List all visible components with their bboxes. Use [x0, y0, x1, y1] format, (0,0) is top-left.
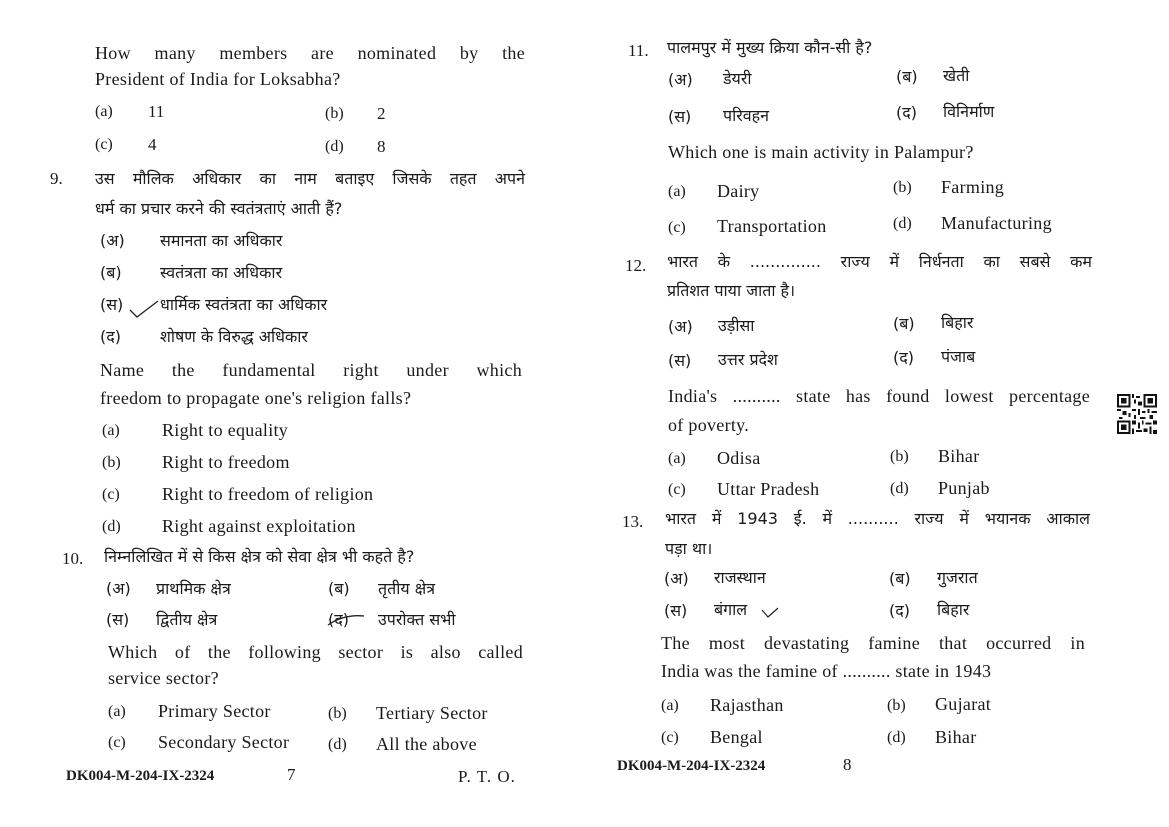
q13-hindi-option-a: राजस्थान: [714, 568, 766, 587]
q10-hindi-option-c-mark: (स): [106, 610, 130, 629]
q9-option-b: Right to freedom: [162, 452, 290, 472]
q13-option-b-mark: (b): [887, 697, 906, 714]
q12-hindi-option-a: उड़ीसा: [718, 316, 755, 335]
q8-english-line1: How many members are nominated by the: [95, 43, 525, 63]
right-page: [585, 0, 1169, 827]
q9-hindi-option-b-mark: (ब): [100, 263, 122, 282]
q9-option-b-mark: (b): [102, 454, 121, 471]
q9-hindi-option-d: शोषण के विरुद्ध अधिकार: [160, 327, 308, 346]
q13-hindi-line2: पड़ा था।: [665, 539, 713, 558]
q10-option-b: Tertiary Sector: [376, 703, 488, 723]
q13-hindi-option-d-mark: (द): [889, 601, 910, 620]
q13-english-line1: The most devastating famine that occurred in: [661, 633, 1085, 653]
q11-hindi-option-c: परिवहन: [723, 106, 770, 125]
q13-option-a-mark: (a): [661, 697, 679, 714]
q9-hindi-option-b: स्वतंत्रता का अधिकार: [160, 263, 283, 282]
q10-option-b-mark: (b): [328, 705, 347, 722]
q8-option-a: 11: [148, 102, 165, 121]
q12-hindi-option-d-mark: (द): [893, 348, 914, 367]
q10-hindi-option-b-mark: (ब): [328, 579, 350, 598]
q9-hindi-option-c-mark: (स): [100, 295, 124, 314]
q10-english-line1: Which of the following sector is also called: [108, 642, 523, 662]
q8-option-d-mark: (d): [325, 138, 344, 155]
q9-english-line2: freedom to propagate one's religion falls?: [100, 388, 412, 408]
q9-hindi-option-a: समानता का अधिकार: [160, 231, 283, 250]
q10-number: 10.: [62, 549, 84, 568]
q12-option-c: Uttar Pradesh: [717, 479, 820, 499]
q11-hindi-option-b: खेती: [943, 66, 970, 85]
q10-option-a-mark: (a): [108, 703, 126, 720]
q11-option-c: Transportation: [717, 216, 827, 236]
q13-option-c: Bengal: [710, 727, 763, 747]
q13-option-c-mark: (c): [661, 729, 679, 746]
q9-option-d: Right against exploitation: [162, 516, 356, 536]
q12-hindi-option-a-mark: (अ): [668, 317, 693, 336]
q13-option-a: Rajasthan: [710, 695, 784, 715]
q11-hindi-option-c-mark: (स): [668, 107, 692, 126]
page-number: 8: [843, 755, 852, 774]
q9-number: 9.: [50, 169, 63, 188]
q8-option-b: 2: [377, 104, 386, 123]
q10-hindi-option-d-mark: (द): [328, 610, 349, 629]
q10-english-line2: service sector?: [108, 668, 219, 688]
q13-option-d-mark: (d): [887, 729, 906, 746]
q12-hindi-option-b: बिहार: [941, 313, 974, 332]
q12-english-line2: of poverty.: [668, 415, 750, 435]
q12-option-d: Punjab: [938, 478, 990, 498]
q8-option-a-mark: (a): [95, 103, 113, 120]
q12-hindi-line1: भारत के .............. राज्य में निर्धनता का सबसे कम: [667, 252, 1092, 271]
q12-hindi-line2: प्रतिशत पाया जाता है।: [667, 281, 796, 300]
q11-hindi-option-b-mark: (ब): [896, 67, 918, 86]
q10-hindi-option-c: द्वितीय क्षेत्र: [156, 610, 218, 629]
q9-option-d-mark: (d): [102, 518, 121, 535]
strike-mark-icon: [326, 610, 366, 632]
q11-hindi-option-a-mark: (अ): [668, 70, 693, 89]
q9-hindi-option-c: धार्मिक स्वतंत्रता का अधिकार: [160, 295, 328, 314]
q10-hindi-option-d: उपरोक्त सभी: [378, 610, 456, 629]
q9-option-c-mark: (c): [102, 486, 120, 503]
q9-hindi-option-a-mark: (अ): [100, 231, 125, 250]
q11-option-c-mark: (c): [668, 219, 686, 236]
q11-option-d-mark: (d): [893, 215, 912, 232]
q12-number: 12.: [625, 256, 647, 275]
q9-hindi-option-d-mark: (द): [100, 327, 121, 346]
q9-option-c: Right to freedom of religion: [162, 484, 374, 504]
q9-hindi-line1: उस मौलिक अधिकार का नाम बताइए जिसके तहत अपने: [95, 169, 525, 188]
q11-hindi-option-d: विनिर्माण: [943, 102, 995, 121]
q11-number: 11.: [628, 41, 649, 60]
q10-hindi-line1: निम्नलिखित में से किस क्षेत्र को सेवा क्षेत्र भी कहते है?: [104, 547, 415, 566]
q13-hindi-option-a-mark: (अ): [664, 569, 689, 588]
q12-hindi-option-b-mark: (ब): [893, 314, 915, 333]
q12-option-b-mark: (b): [890, 448, 909, 465]
q8-option-b-mark: (b): [325, 105, 344, 122]
q13-hindi-option-c-mark: (स): [664, 601, 688, 620]
footer-code: DK004-M-204-IX-2324: [66, 768, 215, 784]
q8-english-line2: President of India for Loksabha?: [95, 69, 341, 89]
q13-hindi-option-b: गुजरात: [937, 568, 978, 587]
q11-option-b-mark: (b): [893, 179, 912, 196]
q8-option-c-mark: (c): [95, 136, 113, 153]
q10-option-a: Primary Sector: [158, 701, 271, 721]
q13-number: 13.: [622, 512, 644, 531]
q11-english-line1: Which one is main activity in Palampur?: [668, 142, 974, 162]
q13-hindi-option-c: बंगाल: [714, 600, 748, 619]
q11-option-a-mark: (a): [668, 183, 686, 200]
q12-hindi-option-c-mark: (स): [668, 351, 692, 370]
q13-option-d: Bihar: [935, 727, 977, 747]
q13-option-b: Gujarat: [935, 694, 992, 714]
q10-hindi-option-a-mark: (अ): [106, 579, 131, 598]
q8-option-d: 8: [377, 137, 386, 156]
q13-english-line2: India was the famine of .......... state in 1943: [661, 661, 992, 681]
q13-hindi-line1: भारत में 1943 ई. में .......... राज्य में भयानक आकाल: [665, 509, 1090, 528]
q10-option-d-mark: (d): [328, 736, 347, 753]
q11-option-d: Manufacturing: [941, 213, 1052, 233]
q11-hindi-line1: पालमपुर में मुख्य क्रिया कौन-सी है?: [667, 38, 873, 57]
q11-hindi-option-d-mark: (द): [896, 103, 917, 122]
q11-option-b: Farming: [941, 177, 1005, 197]
q9-option-a-mark: (a): [102, 422, 120, 439]
q12-option-b: Bihar: [938, 446, 980, 466]
q12-option-a: Odisa: [717, 448, 761, 468]
pto-label: P. T. O.: [458, 767, 516, 786]
q12-english-line1: India's .......... state has found lowest percentage: [668, 386, 1090, 406]
q12-hindi-option-c: उत्तर प्रदेश: [718, 350, 778, 369]
qr-code-icon: [1117, 394, 1157, 434]
q11-hindi-option-a: डेयरी: [723, 69, 752, 88]
q12-option-d-mark: (d): [890, 480, 909, 497]
q10-option-c-mark: (c): [108, 734, 126, 751]
footer-code: DK004-M-204-IX-2324: [617, 758, 766, 774]
q11-option-a: Dairy: [717, 181, 760, 201]
tick-mark-icon: [760, 606, 780, 620]
q12-hindi-option-d: पंजाब: [941, 347, 976, 366]
q13-hindi-option-d: बिहार: [937, 600, 970, 619]
q9-option-a: Right to equality: [162, 420, 289, 440]
q9-hindi-line2: धर्म का प्रचार करने की स्वतंत्रताएं आती हैं?: [95, 199, 343, 218]
q12-option-a-mark: (a): [668, 450, 686, 467]
q8-option-c: 4: [148, 135, 157, 154]
tick-mark-icon: [128, 298, 160, 320]
q10-option-d: All the above: [376, 734, 477, 754]
q13-hindi-option-b-mark: (ब): [889, 569, 911, 588]
q12-option-c-mark: (c): [668, 481, 686, 498]
page-number: 7: [287, 765, 296, 784]
q9-english-line1: Name the fundamental right under which: [100, 360, 522, 380]
q10-option-c: Secondary Sector: [158, 732, 290, 752]
q10-hindi-option-b: तृतीय क्षेत्र: [378, 579, 436, 598]
q10-hindi-option-a: प्राथमिक क्षेत्र: [156, 579, 231, 598]
